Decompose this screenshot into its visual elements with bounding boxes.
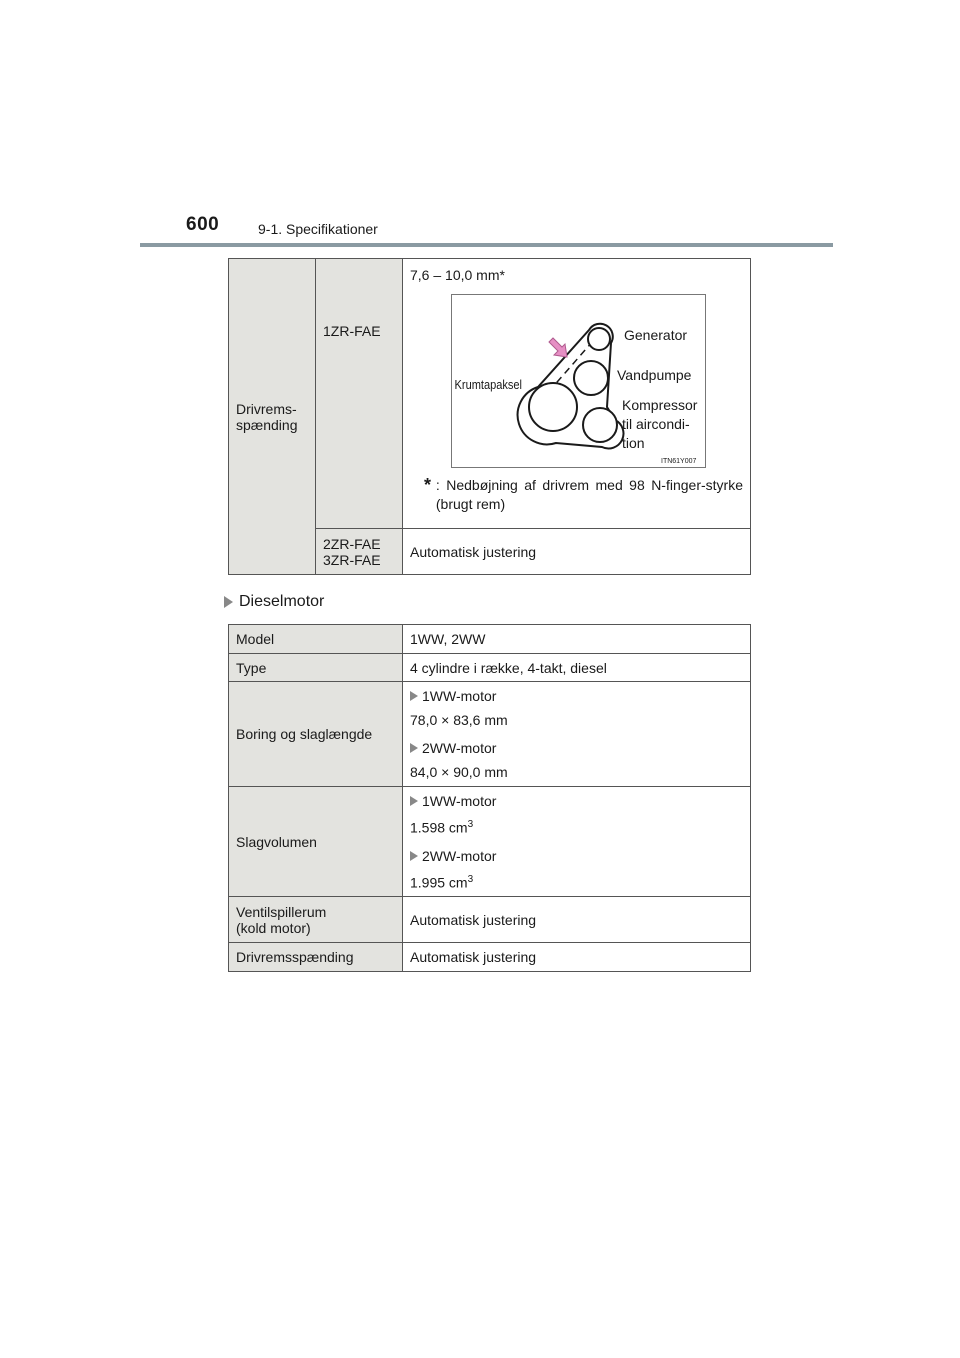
belt-diagram-svg — [452, 295, 705, 467]
model-value: 1WW, 2WW — [403, 625, 751, 654]
displacement-label: Slagvolumen — [229, 787, 403, 897]
water-pump-pulley — [574, 361, 608, 395]
compressor-label-line3: tion — [622, 435, 645, 451]
bore-sub2: 2WW-motor — [422, 740, 497, 756]
disp-sub1: 1WW-motor — [422, 793, 497, 809]
crankshaft-pulley — [529, 383, 577, 431]
compressor-label-line2: til aircondi- — [622, 416, 690, 432]
bullet-triangle-icon — [410, 851, 418, 861]
belt-auto-adjust: Automatisk justering — [403, 529, 751, 575]
type-value: 4 cylindre i række, 4-takt, diesel — [403, 654, 751, 682]
bore-val1: 78,0 × 83,6 mm — [410, 712, 508, 728]
disp-unit-sup2: 3 — [467, 873, 474, 885]
diesel-spec-table — [228, 624, 751, 972]
deflection-arrow — [549, 338, 567, 357]
bullet-triangle-icon — [410, 743, 418, 753]
belt-tension-diesel-label: Drivremsspænding — [229, 943, 403, 972]
disp-val2: 1.995 cm — [410, 874, 468, 891]
table-row — [229, 897, 751, 943]
diesel-heading — [224, 593, 324, 611]
disp-unit-sup1: 3 — [467, 819, 474, 830]
table-row — [229, 625, 751, 654]
engine-2zr-3zr: 2ZR-FAE 3ZR-FAE — [316, 529, 403, 575]
belt-footnote — [410, 476, 743, 514]
model-label: Model — [229, 625, 403, 654]
table-row — [229, 682, 751, 787]
belt-diagram — [451, 294, 706, 468]
bullet-triangle-icon — [410, 796, 418, 806]
displacement-cell — [403, 787, 751, 897]
valve-clearance-value: Automatisk justering — [403, 897, 751, 943]
bullet-triangle-icon — [410, 691, 418, 701]
diesel-heading-text: Dieselmotor — [239, 593, 325, 610]
disp-sub2: 2WW-motor — [422, 847, 497, 864]
diagram-code: ITN61Y007 — [661, 458, 697, 465]
generator-pulley — [588, 328, 610, 350]
bullet-triangle-icon — [224, 596, 233, 608]
compressor-pulley — [583, 408, 617, 442]
belt-tension-table — [228, 258, 751, 575]
belt-tension-label: Drivrems- spænding — [229, 259, 316, 575]
table-row — [229, 943, 751, 972]
disp-val1: 1.598 cm — [410, 819, 468, 836]
bore-sub1: 1WW-motor — [422, 688, 497, 704]
water-pump-label: Vandpumpe — [617, 367, 692, 383]
belt-deflection-cell — [403, 259, 751, 529]
footnote-star: * — [424, 475, 432, 495]
belt-deflection-value: 7,6 – 10,0 mm* — [410, 267, 505, 283]
footnote-text: : Nedbøjning af drivrem med 98 N-finger-styrke (brugt rem) — [435, 477, 743, 512]
engine-1zr-fae: 1ZR-FAE — [316, 259, 403, 529]
bore-stroke-cell — [403, 682, 751, 787]
header-rule — [140, 243, 833, 247]
section-title: 9-1. Specifikationer — [258, 221, 378, 237]
bore-val2: 84,0 × 90,0 mm — [410, 764, 508, 780]
type-label: Type — [229, 654, 403, 682]
table-row — [229, 787, 751, 897]
generator-label: Generator — [624, 327, 688, 343]
compressor-label-line1: Kompressor — [622, 397, 698, 413]
page-number: 600 — [186, 214, 220, 235]
crankshaft-label: Krumtapaksel — [454, 377, 523, 393]
table-row — [229, 654, 751, 682]
bore-stroke-label: Boring og slaglængde — [229, 682, 403, 787]
compressor-label — [622, 397, 701, 451]
valve-clearance-label: Ventilspillerum (kold motor) — [229, 897, 403, 943]
belt-tension-diesel-value: Automatisk justering — [403, 943, 751, 972]
